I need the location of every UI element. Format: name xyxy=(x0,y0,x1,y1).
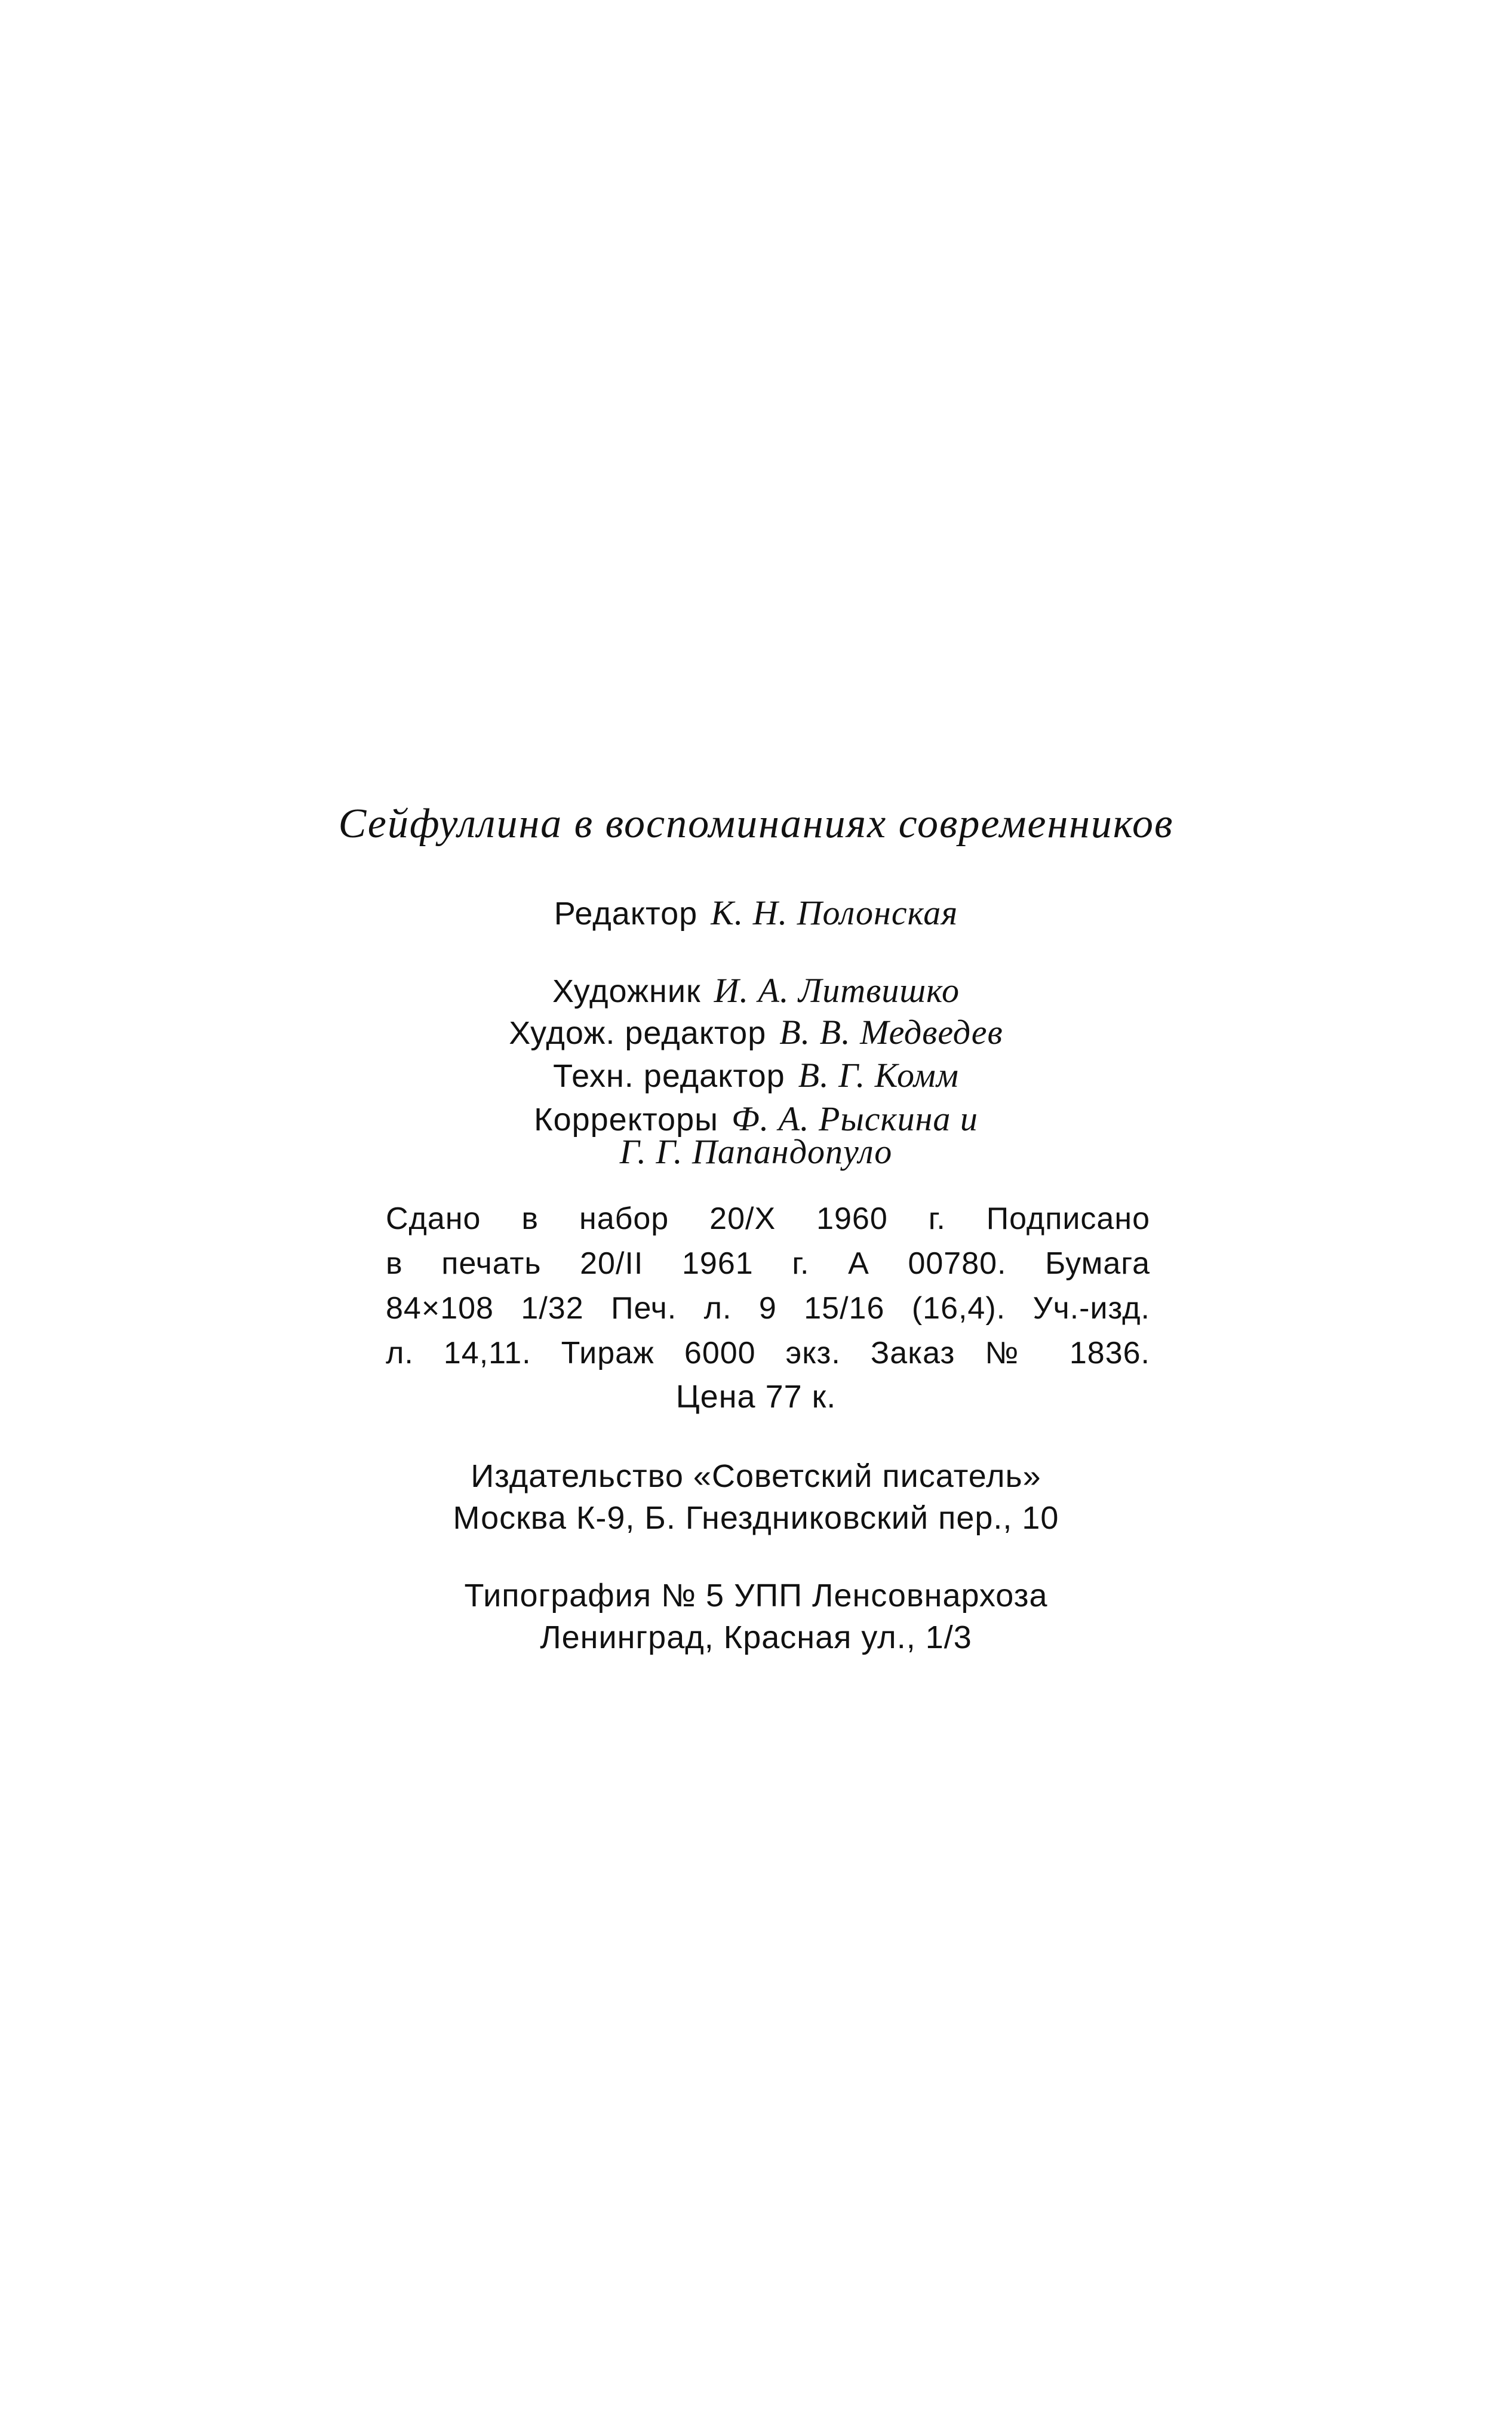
publisher-address: Москва К-9, Б. Гнездниковский пер., 10 xyxy=(453,1500,1059,1536)
imprint-line-4: л. 14,11. Тираж 6000 экз. Заказ № 1836. xyxy=(386,1336,1150,1370)
credit-role: Худож. редактор xyxy=(509,1015,767,1051)
credit-name: В. В. Медведев xyxy=(779,1013,1003,1052)
credit-name: К. Н. Полонская xyxy=(711,893,958,932)
credit-name: И. А. Литвишко xyxy=(714,971,960,1010)
publisher-name: Издательство «Советский писатель» xyxy=(471,1458,1041,1494)
credit-name: В. Г. Комм xyxy=(798,1056,959,1095)
credit-proofreaders xyxy=(0,1099,1512,1138)
printer-address: Ленинград, Красная ул., 1/3 xyxy=(540,1619,972,1655)
imprint-line-2: в печать 20/II 1961 г. А 00780. Бумага xyxy=(386,1246,1150,1281)
printer-name: Типография № 5 УПП Ленсовнархоза xyxy=(464,1578,1048,1614)
credit-editor xyxy=(0,893,1512,932)
credit-role: Художник xyxy=(552,973,701,1009)
credit-name: Г. Г. Папандопуло xyxy=(619,1132,893,1171)
credit-tech-editor xyxy=(0,1058,1512,1093)
credit-art-editor xyxy=(0,1015,1512,1050)
credit-name: Ф. А. Рыскина и xyxy=(731,1099,978,1138)
imprint-line-1: Сдано в набор 20/X 1960 г. Подписано xyxy=(386,1201,1150,1236)
imprint-line-3: 84×108 1/32 Печ. л. 9 15/16 (16,4). Уч.-изд. xyxy=(386,1291,1150,1326)
credit-role: Техн. редактор xyxy=(553,1058,785,1094)
price: Цена 77 к. xyxy=(675,1379,837,1415)
credit-artist xyxy=(0,973,1512,1008)
credit-proofreaders-cont xyxy=(0,1132,1512,1171)
credit-role: Редактор xyxy=(554,896,698,932)
credit-role: Корректоры xyxy=(534,1102,718,1138)
book-title: Сейфуллина в воспоминаниях современников xyxy=(338,801,1174,847)
